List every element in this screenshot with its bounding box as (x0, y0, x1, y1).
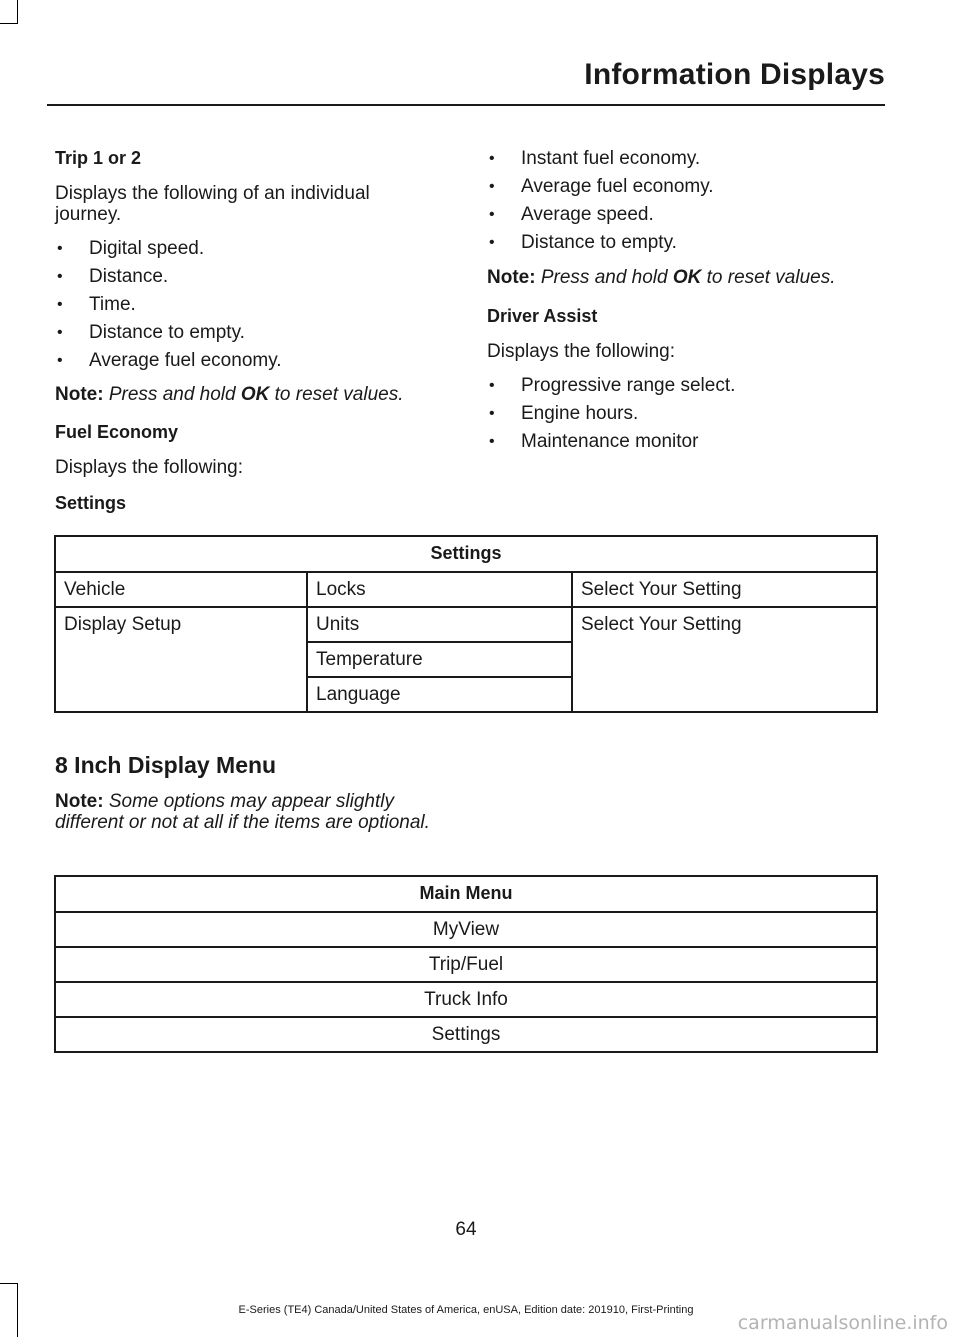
list-item: • Distance. (55, 263, 445, 291)
table-row (55, 607, 877, 642)
note-label: Note: (55, 384, 104, 405)
crop-mark-top-left-h (0, 23, 18, 24)
table-cell: Units (307, 607, 572, 642)
list-item: • Average fuel economy. (487, 173, 877, 201)
list-item: • Distance to empty. (55, 319, 445, 347)
settings-table-title: Settings (55, 536, 877, 572)
settings-heading: Settings (55, 493, 127, 513)
driver-assist-list (487, 372, 877, 456)
table-cell: Vehicle (55, 572, 307, 607)
table-row (55, 572, 877, 607)
fuel-economy-intro: Displays the following: (55, 457, 243, 478)
table-row (55, 912, 877, 947)
table-row (55, 1017, 877, 1052)
crop-mark-bottom-left-h (0, 1283, 18, 1284)
trip-intro: Displays the following of an individual journey. (55, 183, 370, 225)
note-text-pre: Press and hold (108, 384, 241, 405)
list-item: • Engine hours. (487, 400, 877, 428)
table-cell: Settings (55, 1017, 877, 1052)
table-cell: Trip/Fuel (55, 947, 877, 982)
page-number: 64 (455, 1219, 477, 1240)
footer-text: E-Series (TE4) Canada/United States of America, enUSA, Edition date: 201910, First-Printing (238, 1304, 694, 1316)
list-item: • Average speed. (487, 201, 877, 229)
list-item: • Progressive range select. (487, 372, 877, 400)
note-key: OK (240, 384, 270, 405)
main-menu-table (54, 875, 878, 1053)
table-cell: Language (307, 677, 572, 712)
list-item: • Maintenance monitor (487, 428, 877, 456)
note-text-pre: Press and hold (540, 267, 673, 288)
fuel-economy-list (487, 145, 877, 257)
list-item: • Instant fuel economy. (487, 145, 877, 173)
table-cell: Display Setup (55, 607, 307, 712)
table-cell: Temperature (307, 642, 572, 677)
note-text: Some options may appear slightly different or not at all if the items are optional. (55, 791, 430, 833)
fuel-note (487, 267, 877, 288)
display-menu-note (55, 791, 435, 833)
trip-list (55, 235, 445, 375)
table-cell: Locks (307, 572, 572, 607)
note-label: Note: (487, 267, 536, 288)
watermark: carmanualsonline.info (737, 1312, 948, 1334)
trip-note (55, 384, 445, 405)
left-column (55, 148, 445, 478)
list-item: • Distance to empty. (487, 229, 877, 257)
table-cell: Select Your Setting (572, 607, 877, 712)
table-cell: MyView (55, 912, 877, 947)
table-cell: Select Your Setting (572, 572, 877, 607)
display-menu-heading: 8 Inch Display Menu (55, 752, 277, 778)
right-column (487, 145, 877, 456)
crop-mark-top-left-v (17, 0, 18, 24)
driver-assist-intro: Displays the following: (487, 341, 675, 362)
table-row (55, 947, 877, 982)
note-label: Note: (55, 791, 104, 812)
header-rule (47, 104, 885, 106)
list-item: • Average fuel economy. (55, 347, 445, 375)
page-title: Information Displays (584, 58, 885, 91)
trip-heading: Trip 1 or 2 (55, 148, 142, 168)
table-row (55, 982, 877, 1017)
settings-table (54, 535, 878, 713)
fuel-economy-heading: Fuel Economy (55, 422, 179, 442)
main-menu-table-title: Main Menu (55, 876, 877, 912)
list-item: • Time. (55, 291, 445, 319)
driver-assist-heading: Driver Assist (487, 306, 598, 326)
note-text-post: to reset values. (701, 267, 836, 288)
note-text-post: to reset values. (269, 384, 404, 405)
note-key: OK (672, 267, 702, 288)
list-item: • Digital speed. (55, 235, 445, 263)
table-cell: Truck Info (55, 982, 877, 1017)
